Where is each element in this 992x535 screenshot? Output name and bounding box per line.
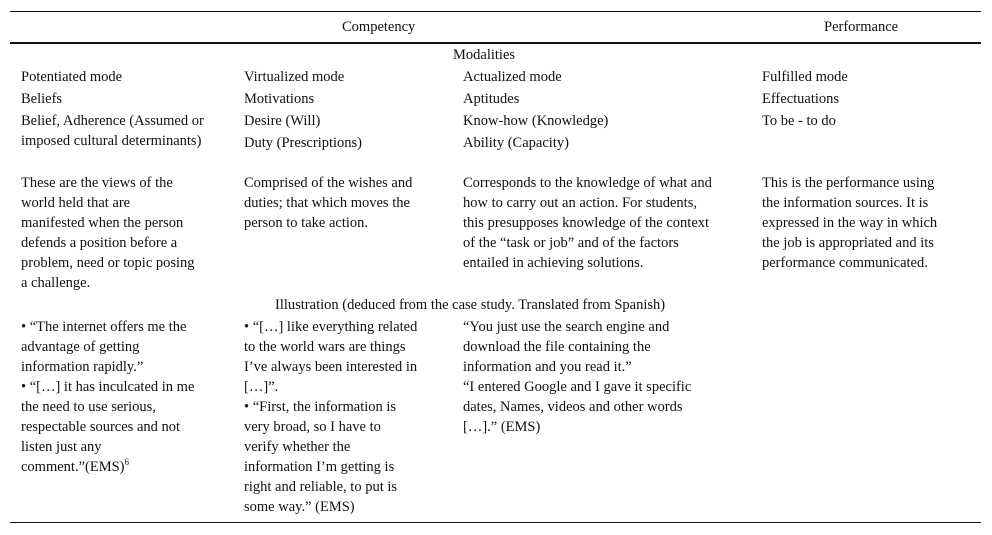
col1-mode: Potentiated mode bbox=[21, 69, 123, 85]
footnote-marker: 6 bbox=[124, 457, 129, 467]
col1-category: Beliefs bbox=[21, 91, 63, 107]
col3-mode: Actualized mode bbox=[463, 69, 562, 85]
col2-element: Desire (Will) bbox=[244, 113, 321, 129]
modalities-label: Modalities bbox=[453, 47, 516, 63]
header-performance: Performance bbox=[824, 19, 899, 35]
col1-illustration-quote-2-text: • “[…] it has inculcated in me the need to use serious, respectable sources and not listen just any comment.”(EMS) bbox=[21, 379, 195, 475]
col2-illustration-quote-2: • “First, the information is very broad, so I have to verify whether the information I’m getting is right and reliable, to put is some way.” (EMS) bbox=[244, 399, 398, 515]
col1-description: These are the views of the world held that are manifested when the person defends a position before a problem, need or topic posing a challenge. bbox=[21, 175, 195, 291]
col2-element-2: Duty (Prescriptions) bbox=[244, 135, 362, 151]
col1-illustration-quote-2 bbox=[21, 377, 197, 477]
col4-description: This is the performance using the information sources. It is expressed in the way in which the job is appropriated and its performance communicated. bbox=[762, 175, 938, 271]
col2-category: Motivations bbox=[244, 91, 315, 107]
col2-mode: Virtualized mode bbox=[244, 69, 345, 85]
col2-description: Comprised of the wishes and duties; that which moves the person to take action. bbox=[244, 175, 413, 231]
col1-illustration bbox=[21, 317, 209, 477]
col3-illustration-quote-2: “I entered Google and I gave it specific dates, Names, videos and other words […].” (EMS) bbox=[463, 379, 692, 435]
col2-illustration-quote-1: • “[…] like everything related to the world wars are things I’ve always been interested in […]”. bbox=[244, 319, 418, 395]
col4-element: To be - to do bbox=[762, 113, 836, 129]
col2-illustration bbox=[244, 317, 426, 517]
table-top-rule bbox=[10, 11, 981, 12]
col1-element: Belief, Adherence (Assumed or imposed cultural determinants) bbox=[21, 113, 204, 149]
header-bottom-rule bbox=[10, 42, 981, 44]
header-competency: Competency bbox=[342, 19, 416, 35]
col4-mode: Fulfilled mode bbox=[762, 69, 848, 85]
col3-category: Aptitudes bbox=[463, 91, 520, 107]
col3-illustration bbox=[463, 317, 713, 437]
table-bottom-rule bbox=[10, 522, 981, 523]
col3-description: Corresponds to the knowledge of what and how to carry out an action. For students, this presupposes knowledge of the context of the “task or job” and of the factors entailed in achieving solutions. bbox=[463, 175, 712, 271]
col3-element-2: Ability (Capacity) bbox=[463, 135, 569, 151]
col1-illustration-quote-1: • “The internet offers me the advantage of getting information rapidly.” bbox=[21, 319, 187, 375]
col3-illustration-quote-1: “You just use the search engine and download the file containing the information and you read it.” bbox=[463, 319, 670, 375]
col3-element: Know-how (Knowledge) bbox=[463, 113, 609, 129]
illustration-label: Illustration (deduced from the case study. Translated from Spanish) bbox=[275, 297, 666, 313]
col4-category: Effectuations bbox=[762, 91, 840, 107]
